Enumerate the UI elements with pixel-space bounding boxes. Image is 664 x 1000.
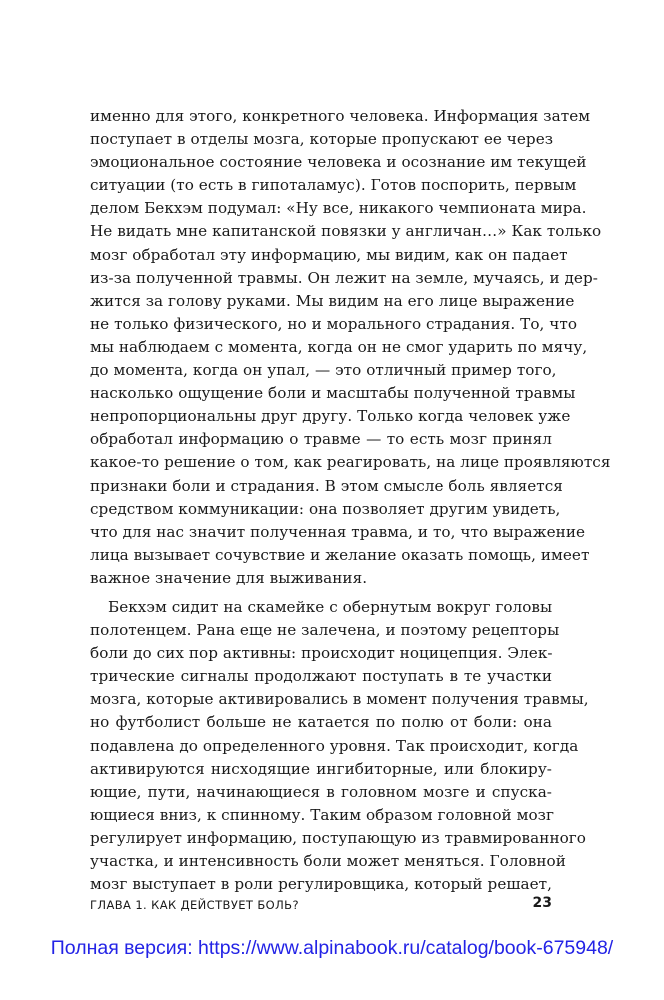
text-line: до момента, когда он упал, — это отличный пример того,	[90, 361, 557, 380]
text-line: Бекхэм сидит на скамейке с обернутым вокруг головы	[108, 597, 553, 616]
text-line: мы наблюдаем с момента, когда он не смог ударить по мячу,	[90, 337, 588, 356]
paragraph	[90, 596, 589, 896]
text-line: трические сигналы продолжают поступать в те участки	[90, 667, 552, 686]
text-line: насколько ощущение боли и масштабы полученной травмы	[90, 384, 576, 403]
text-line: подавлена до определенного уровня. Так происходит, когда	[90, 736, 579, 755]
text-line: эмоциональное состояние человека и осознание им текущей	[90, 153, 587, 172]
text-line: делом Бекхэм подумал: «Ну все, никакого чемпионата мира.	[90, 199, 587, 218]
text-line: но футболист больше не катается по полю от боли: она	[90, 713, 552, 732]
text-line: лица вызывает сочувствие и желание оказать помощь, имеет	[90, 545, 590, 564]
text-line: именно для этого, конкретного человека. Информация затем	[90, 107, 591, 125]
text-line: боли до сих пор активны: происходит ноцицепция. Элек-	[90, 644, 553, 663]
text-line: не только физического, но и морального страдания. То, что	[90, 314, 578, 333]
running-footer-chapter: ГЛАВА 1. КАК ДЕЙСТВУЕТ БОЛЬ?	[90, 898, 299, 912]
text-line: регулирует информацию, поступающую из травмированного	[90, 828, 587, 847]
paragraph	[90, 105, 611, 590]
text-line: участка, и интенсивность боли может меняться. Головной	[90, 852, 566, 870]
text-line: обработал информацию о травме — то есть мозг принял	[90, 430, 552, 449]
page-body-text	[90, 105, 611, 896]
text-line: признаки боли и страдания. В этом смысле боль является	[90, 476, 563, 495]
text-line: мозга, которые активировались в момент получения травмы,	[90, 690, 589, 709]
text-line: непропорциональны друг другу. Только когда человек уже	[90, 407, 571, 426]
text-line: что для нас значит полученная травма, и то, что выражение	[90, 522, 586, 541]
page-number: 23	[532, 895, 552, 911]
text-line: мозг выступает в роли регулировщика, который решает,	[90, 875, 552, 894]
text-line: ющие, пути, начинающиеся в головном мозге и спуска-	[90, 782, 552, 801]
text-line: из-за полученной травмы. Он лежит на земле, мучаясь, и дер-	[90, 268, 598, 287]
text-line: какое-то решение о том, как реагировать, на лице проявляются	[90, 453, 611, 472]
text-line: активируются нисходящие ингибиторные, или блокиру-	[90, 759, 552, 778]
full-version-link[interactable]: Полная версия: https://www.alpinabook.ru/catalog/book-675948/	[50, 937, 614, 959]
text-line: полотенцем. Рана еще не залечена, и поэтому рецепторы	[90, 621, 560, 640]
text-line: поступает в отделы мозга, которые пропускают ее через	[90, 130, 554, 149]
text-line: ющиеся вниз, к спинному. Таким образом головной мозг	[90, 805, 554, 824]
text-line: мозг обработал эту информацию, мы видим, как он падает	[90, 245, 568, 264]
page-footer	[90, 895, 552, 915]
text-line: Не видать мне капитанской повязки у англичан…» Как только	[90, 222, 602, 241]
text-line: ситуации (то есть в гипоталамус). Готов поспорить, первым	[90, 176, 577, 195]
text-line: средством коммуникации: она позволяет другим увидеть,	[90, 499, 561, 518]
text-line: важное значение для выживания.	[90, 568, 368, 587]
text-line: жится за голову руками. Мы видим на его лице выражение	[90, 291, 575, 310]
